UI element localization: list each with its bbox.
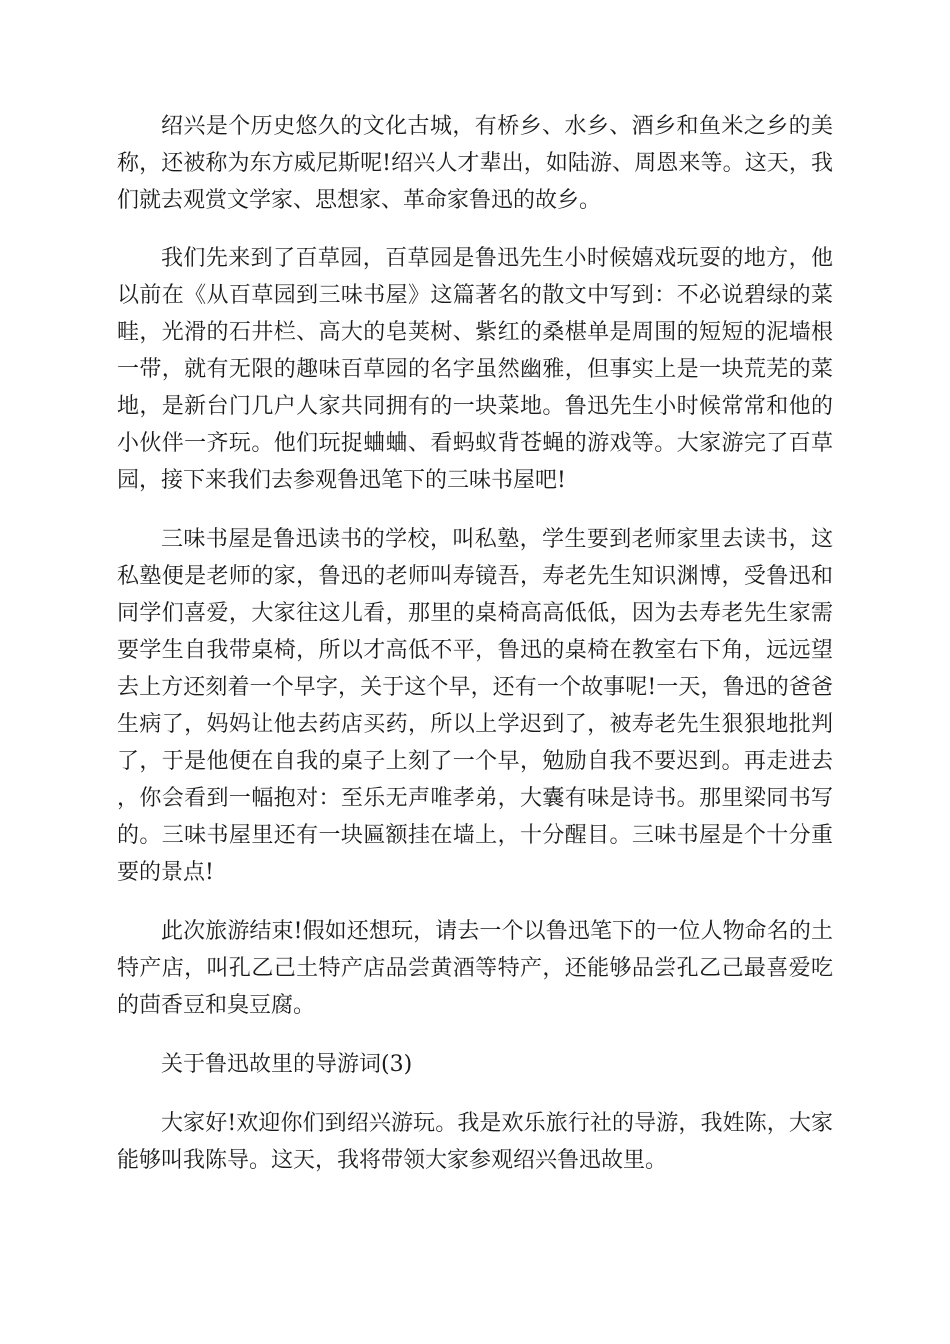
paragraph-tour-ending: 此次旅游结束!假如还想玩，请去一个以鲁迅笔下的一位人物命名的土特产店，叫孔乙己土特产店品尝黄酒等特产，还能够品尝孔乙己最喜爱吃的茴香豆和臭豆腐。 [117,919,833,1018]
paragraph-baicaoyuan: 我们先来到了百草园，百草园是鲁迅先生小时候嬉戏玩耍的地方，他以前在《从百草园到三味书屋》这篇著名的散文中写到：不必说碧绿的菜畦，光滑的石井栏、高大的皂荚树、紫红的桑椹单是周围的短短的泥墙根一带，就有无限的趣味百草园的名字虽然幽雅，但事实上是一块荒芜的菜地，是新台门几户人家共同拥有的一块菜地。鲁迅先生小时候常常和他的小伙伴一齐玩。他们玩捉蛐蛐、看蚂蚁背苍蝇的游戏等。大家游完了百草园，接下来我们去参观鲁迅笔下的三味书屋吧! [117,246,833,493]
document-page [117,108,833,1179]
paragraph-guide-greeting: 大家好!欢迎你们到绍兴游玩。我是欢乐旅行社的导游，我姓陈，大家能够叫我陈导。这天，我将带领大家参观绍兴鲁迅故里。 [117,1111,833,1173]
paragraph-sanwei-shuwu: 三味书屋是鲁迅读书的学校，叫私塾，学生要到老师家里去读书，这私塾便是老师的家，鲁迅的老师叫寿镜吾，寿老先生知识渊博，受鲁迅和同学们喜爱，大家往这儿看，那里的桌椅高高低低，因为去寿老先生家需要学生自我带桌椅，所以才高低不平，鲁迅的桌椅在教室右下角，远远望去上方还刻着一个早字，关于这个早，还有一个故事呢!一天，鲁迅的爸爸生病了，妈妈让他去药店买药，所以上学迟到了，被寿老先生狠狠地批判了，于是他便在自我的桌子上刻了一个早，勉励自我不要迟到。再走进去，你会看到一幅抱对：至乐无声唯孝弟，大囊有味是诗书。那里梁同书写的。三味书屋里还有一块匾额挂在墙上，十分醒目。三味书屋是个十分重要的景点! [117,527,833,885]
section-heading: 关于鲁迅故里的导游词(3) [161,1052,413,1077]
paragraph-shaoxing-intro: 绍兴是个历史悠久的文化古城，有桥乡、水乡、酒乡和鱼米之乡的美称，还被称为东方威尼斯呢!绍兴人才辈出，如陆游、周恩来等。这天，我们就去观赏文学家、思想家、革命家鲁迅的故乡。 [117,114,833,213]
